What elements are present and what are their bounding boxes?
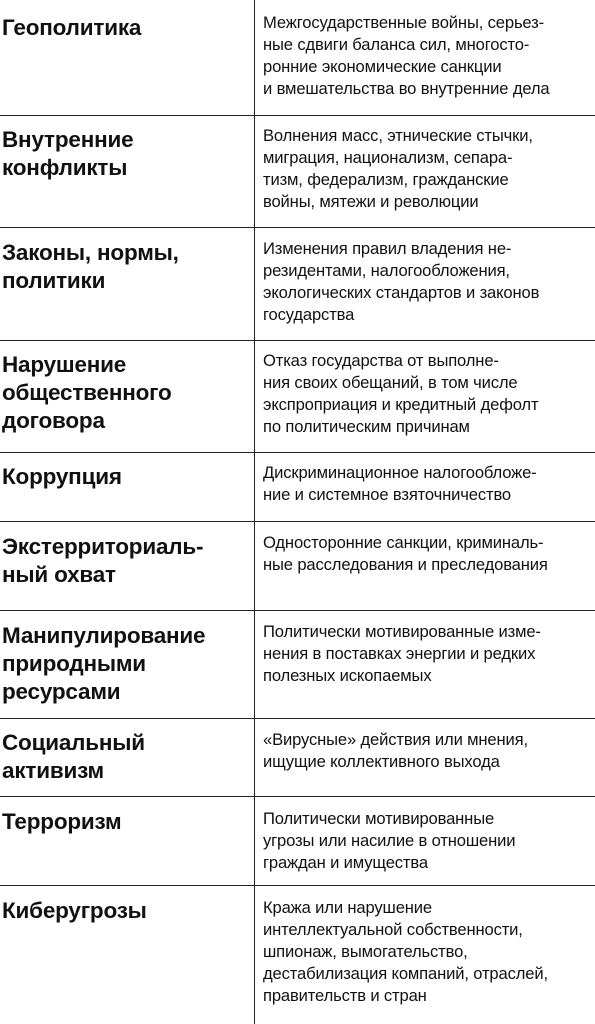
risk-term: Манипулирование природными ресурсами bbox=[2, 623, 206, 704]
row-divider bbox=[0, 885, 595, 886]
risk-description: Кража или нарушение интеллектуальной собственности, шпионаж, вымогательство, дестабилизация компаний, отраслей, правительств и стран bbox=[263, 898, 548, 1005]
risk-description: Односторонние санкции, криминаль- ные расследования и преследования bbox=[263, 533, 548, 574]
risk-term: Законы, нормы, политики bbox=[2, 240, 179, 293]
row-divider bbox=[0, 718, 595, 719]
risk-description: Межгосударственные войны, серьез- ные сдвиги баланса сил, многосто- ронние экономические санкции и вмешательства во внутренние дела bbox=[263, 13, 550, 98]
row-divider bbox=[0, 796, 595, 797]
risk-description: Волнения масс, этнические стычки, миграция, национализм, сепара- тизм, федерализм, гражданские войны, мятежи и революции bbox=[263, 126, 533, 211]
risk-term: Коррупция bbox=[2, 464, 122, 489]
risk-term: Терроризм bbox=[2, 809, 122, 834]
risk-description: Дискриминационное налогообложе- ние и системное взяточничество bbox=[263, 463, 537, 504]
risk-term: Социальный активизм bbox=[2, 730, 145, 783]
risk-term: Экстерриториаль- ный охват bbox=[2, 534, 204, 587]
row-divider bbox=[0, 452, 595, 453]
risk-description: «Вирусные» действия или мнения, ищущие коллективного выхода bbox=[263, 730, 528, 771]
risk-term: Киберугрозы bbox=[2, 898, 147, 923]
row-divider bbox=[0, 521, 595, 522]
risk-description: Отказ государства от выполне- ния своих обещаний, в том числе экспроприация и кредитный дефолт по политическим причинам bbox=[263, 351, 539, 436]
risk-term: Внутренние конфликты bbox=[2, 127, 134, 180]
row-divider bbox=[0, 115, 595, 116]
row-divider bbox=[0, 227, 595, 228]
row-divider bbox=[0, 610, 595, 611]
risk-term: Нарушение общественного договора bbox=[2, 352, 172, 433]
column-divider bbox=[254, 0, 255, 1024]
risk-term: Геополитика bbox=[2, 15, 142, 40]
row-divider bbox=[0, 340, 595, 341]
risk-description: Изменения правил владения не- резидентами, налогообложения, экологических стандартов и законов государства bbox=[263, 239, 540, 324]
risk-description: Политически мотивированные изме- нения в поставках энергии и редких полезных ископаемых bbox=[263, 622, 541, 685]
risk-description: Политически мотивированные угрозы или насилие в отношении граждан и имущества bbox=[263, 809, 516, 872]
